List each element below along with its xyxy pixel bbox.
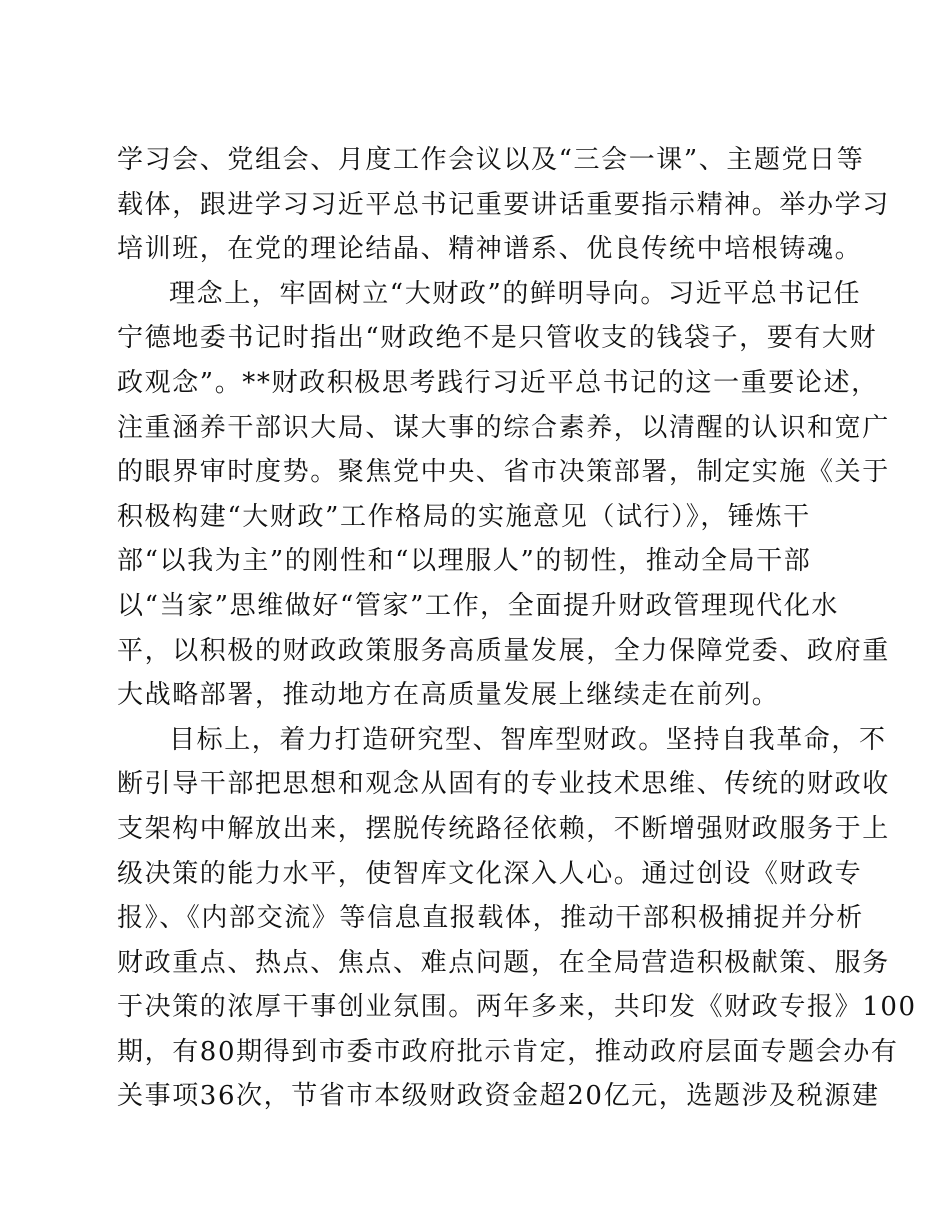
- text-line: 于决策的浓厚干事创业氛围。两年多来，共印发《财政专报》100: [117, 992, 917, 1023]
- document-body: [117, 138, 917, 1119]
- text-line: 载体，跟进学习习近平总书记重要讲话重要指示精神。举办学习: [117, 189, 890, 220]
- text-line: 目标上，着力打造研究型、智库型财政。坚持自我革命，不: [169, 724, 887, 755]
- text-line: 平，以积极的财政政策服务高质量发展，全力保障党委、政府重: [117, 635, 890, 666]
- text-line: 报》、《内部交流》等信息直报载体，推动干部积极捕捉并分析: [117, 903, 864, 934]
- text-line: 断引导干部把思想和观念从固有的专业技术思维、传统的财政收: [117, 769, 890, 800]
- text-line: 级决策的能力水平，使智库文化深入人心。通过创设《财政专: [117, 858, 863, 889]
- text-line: 的眼界审时度势。聚焦党中央、省市决策部署，制定实施《关于: [117, 457, 890, 488]
- text-line: 关事项36次，节省市本级财政资金超20亿元，选题涉及税源建: [117, 1081, 880, 1112]
- text-line: 宁德地委书记时指出“财政绝不是只管收支的钱袋子，要有大财: [117, 323, 878, 354]
- text-line: 大战略部署，推动地方在高质量发展上继续走在前列。: [117, 680, 780, 711]
- text-line: 学习会、党组会、月度工作会议以及“三会一课”、主题党日等: [117, 145, 865, 175]
- text-line: 支架构中解放出来，摆脱传统路径依赖，不断增强财政服务于上: [117, 813, 890, 844]
- text-line: 理念上，牢固树立“大财政”的鲜明导向。习近平总书记任: [169, 278, 862, 309]
- text-line: 财政重点、热点、焦点、难点问题，在全局营造积极献策、服务: [117, 947, 890, 978]
- text-line: 以“当家”思维做好“管家”工作，全面提升财政管理现代化水: [117, 590, 839, 621]
- text-line: 积极构建“大财政”工作格局的实施意见（试行）》，锤炼干: [117, 501, 811, 532]
- text-line: 期，有80期得到市委市政府批示肯定，推动政府层面专题会办有: [117, 1036, 899, 1067]
- text-line: 注重涵养干部识大局、谋大事的综合素养，以清醒的认识和宽广: [117, 412, 890, 443]
- text-line: 政观念”。**财政积极思考践行习近平总书记的这一重要论述，: [117, 367, 879, 398]
- paragraph-think-tank-finance: [117, 718, 917, 1119]
- paragraph-big-finance-concept: [117, 272, 890, 718]
- text-line: 培训班，在党的理论结晶、精神谱系、优良传统中培根铸魂。: [117, 234, 863, 265]
- paragraph-study-carriers: [117, 138, 890, 272]
- text-line: 部“以我为主”的刚性和“以理服人”的韧性，推动全局干部: [117, 546, 812, 577]
